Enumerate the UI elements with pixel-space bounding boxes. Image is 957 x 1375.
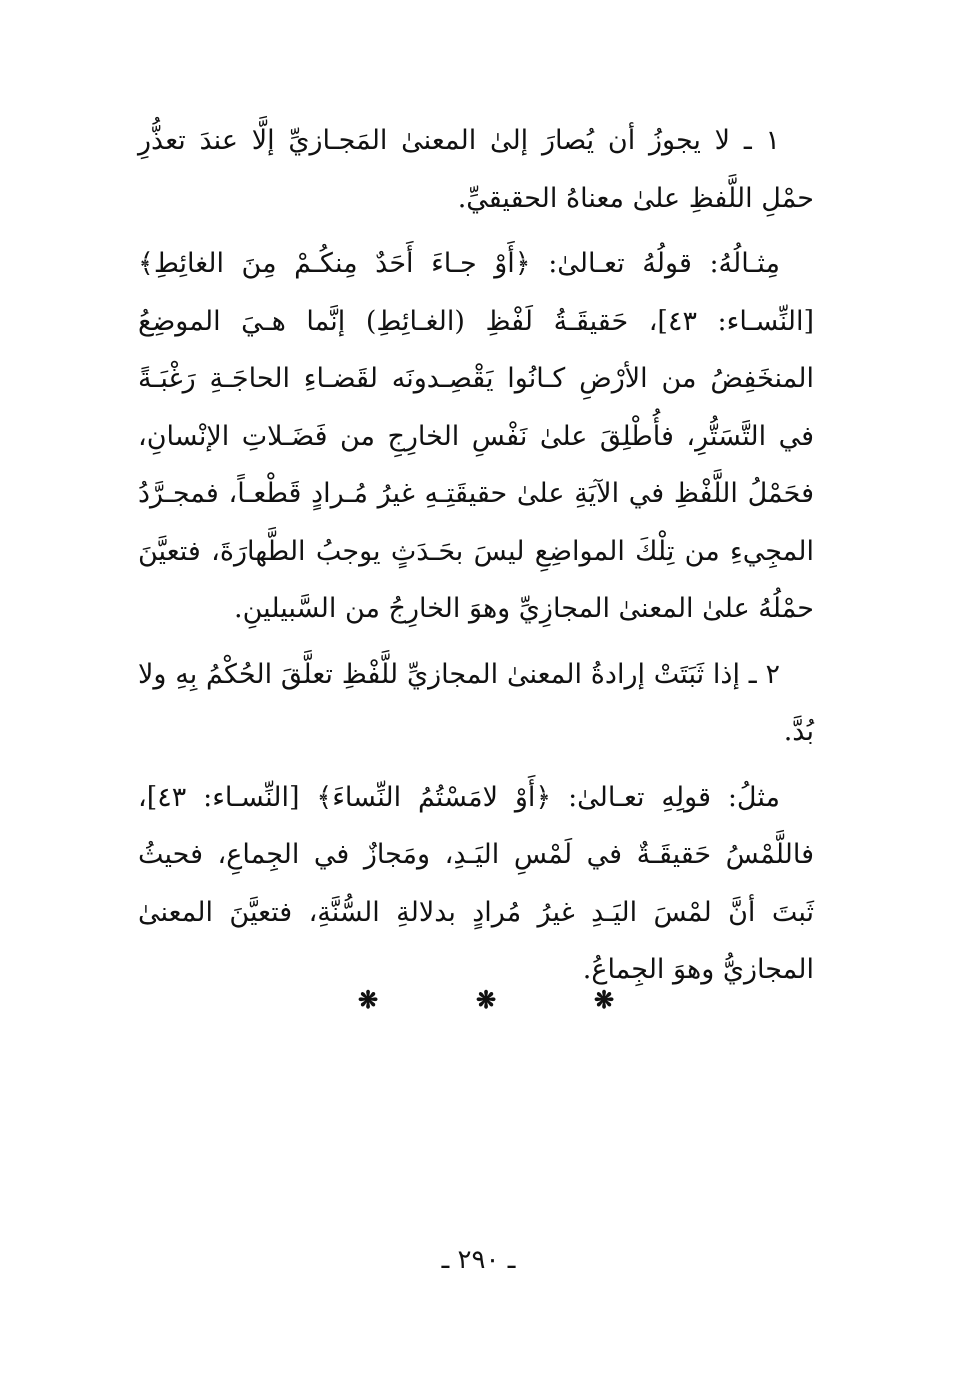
section-separator	[0, 980, 957, 1020]
paragraph-rule-2: ٢ ـ إذا ثَبَتَتْ إرادةُ المعنىٰ المجازيِّ للَّفْظِ تعلَّقَ الحُكْمُ بِهِ ولا بُدَّ.	[138, 658, 814, 747]
asterism-icon: ❋	[476, 985, 497, 1014]
paragraph-example-2: مثلُ: قولِهِ تعـالىٰ: ﴿أَوْ لامَسْتُمُ النِّساءَ﴾ [النِّسـاء: ٤٣]، فاللَّمْسُ حَقيقَـةٌ في لَمْسِ اليَـدِ، ومَجازٌ في الجِماعِ، فحيثُ ثَبتَ أنَّ لمْسَ اليَـدِ غيرُ مُرادٍ بدلالةِ السُّنَّةِ، فتعيَّنَ المعنىٰ المجازيُّ وهوَ الجِماعُ.	[138, 781, 814, 985]
asterism-icon: ❋	[594, 985, 615, 1014]
asterism-icon: ❋	[358, 985, 379, 1014]
page-number: ـ ٢٩٠ ـ	[441, 1245, 516, 1275]
paragraph-example-1: مِثـالُهُ: قولُهُ تعـالىٰ: ﴿أَوْ جـاءَ أَحَدٌ مِنكُـمْ مِنَ الغائِطِ﴾ [النِّسـاء: ٤٣]، حَقيقَـةُ لَفْظِ (الغـائِطِ) إنَّما هـيَ الموضِعُ المنخَفِضُ من الأرْضِ كـانُوا يَقْصِـدونَه لقَضـاءِ الحاجَـةِ رَغْبَـةً في التَّسَتُّرِ، فأُطْلِقَ علىٰ نَفْسِ الخارِجِ من فَضَـلاتِ الإنْسانِ، فحَمْلُ اللَّفْظِ في الآيَةِ علىٰ حقيقَتِـهِ غيرُ مُـرادٍ قَطْعـاً، فمجـرَّدُ المجِيءِ من تِلْكَ المواضِعِ ليسَ بحَـدَثٍ يوجبُ الطَّهارَةَ، فتعيَّنَ حمْلُهُ علىٰ المعنىٰ المجازِيِّ وهوَ الخارِجُ من السَّبيلينِ.	[138, 248, 814, 624]
page-body-text	[138, 112, 814, 999]
paragraph-rule-1: ١ ـ لا يجوزُ أن يُصارَ إلىٰ المعنىٰ المَجـازيِّ إلَّا عندَ تعذُّرِ حمْلِ اللَّفظِ علىٰ معناهُ الحقيقيِّ.	[138, 125, 814, 214]
